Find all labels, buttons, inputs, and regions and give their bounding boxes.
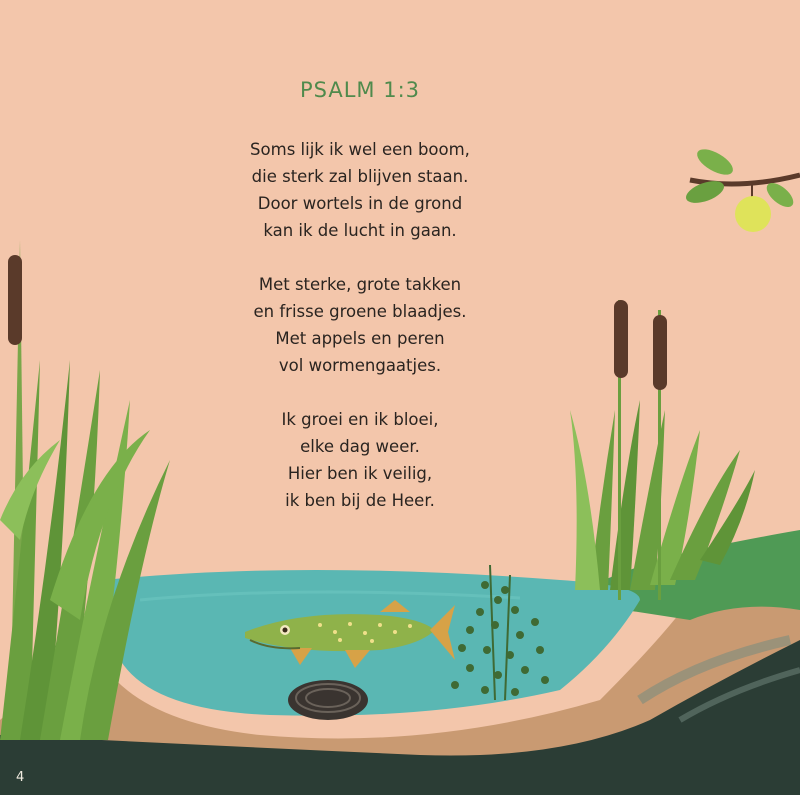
poem-line: elke dag weer. bbox=[300, 437, 420, 456]
poem-stanza bbox=[0, 406, 720, 514]
psalm-title: PSALM 1:3 bbox=[299, 78, 421, 102]
poem-line: Met sterke, grote takken bbox=[258, 275, 462, 294]
poem bbox=[0, 136, 720, 541]
poem-line: Hier ben ik veilig, bbox=[287, 464, 433, 483]
poem-stanza bbox=[0, 271, 720, 379]
poem-line: Door wortels in de grond bbox=[257, 194, 463, 213]
apple-icon bbox=[735, 196, 771, 232]
poem-line: die sterk zal blijven staan. bbox=[251, 167, 469, 186]
poem-line: en frisse groene blaadjes. bbox=[253, 302, 467, 321]
mussel-shell bbox=[288, 680, 368, 720]
poem-line: Met appels en peren bbox=[275, 329, 445, 348]
poem-line: kan ik de lucht in gaan. bbox=[263, 221, 457, 240]
poem-stanza bbox=[0, 136, 720, 244]
poem-line: Ik groei en ik bloei, bbox=[281, 410, 439, 429]
poem-line: ik ben bij de Heer. bbox=[285, 491, 435, 510]
page-number: 4 bbox=[16, 770, 25, 785]
poem-line: Soms lijk ik wel een boom, bbox=[250, 140, 470, 159]
poem-line: vol wormengaatjes. bbox=[278, 356, 442, 375]
